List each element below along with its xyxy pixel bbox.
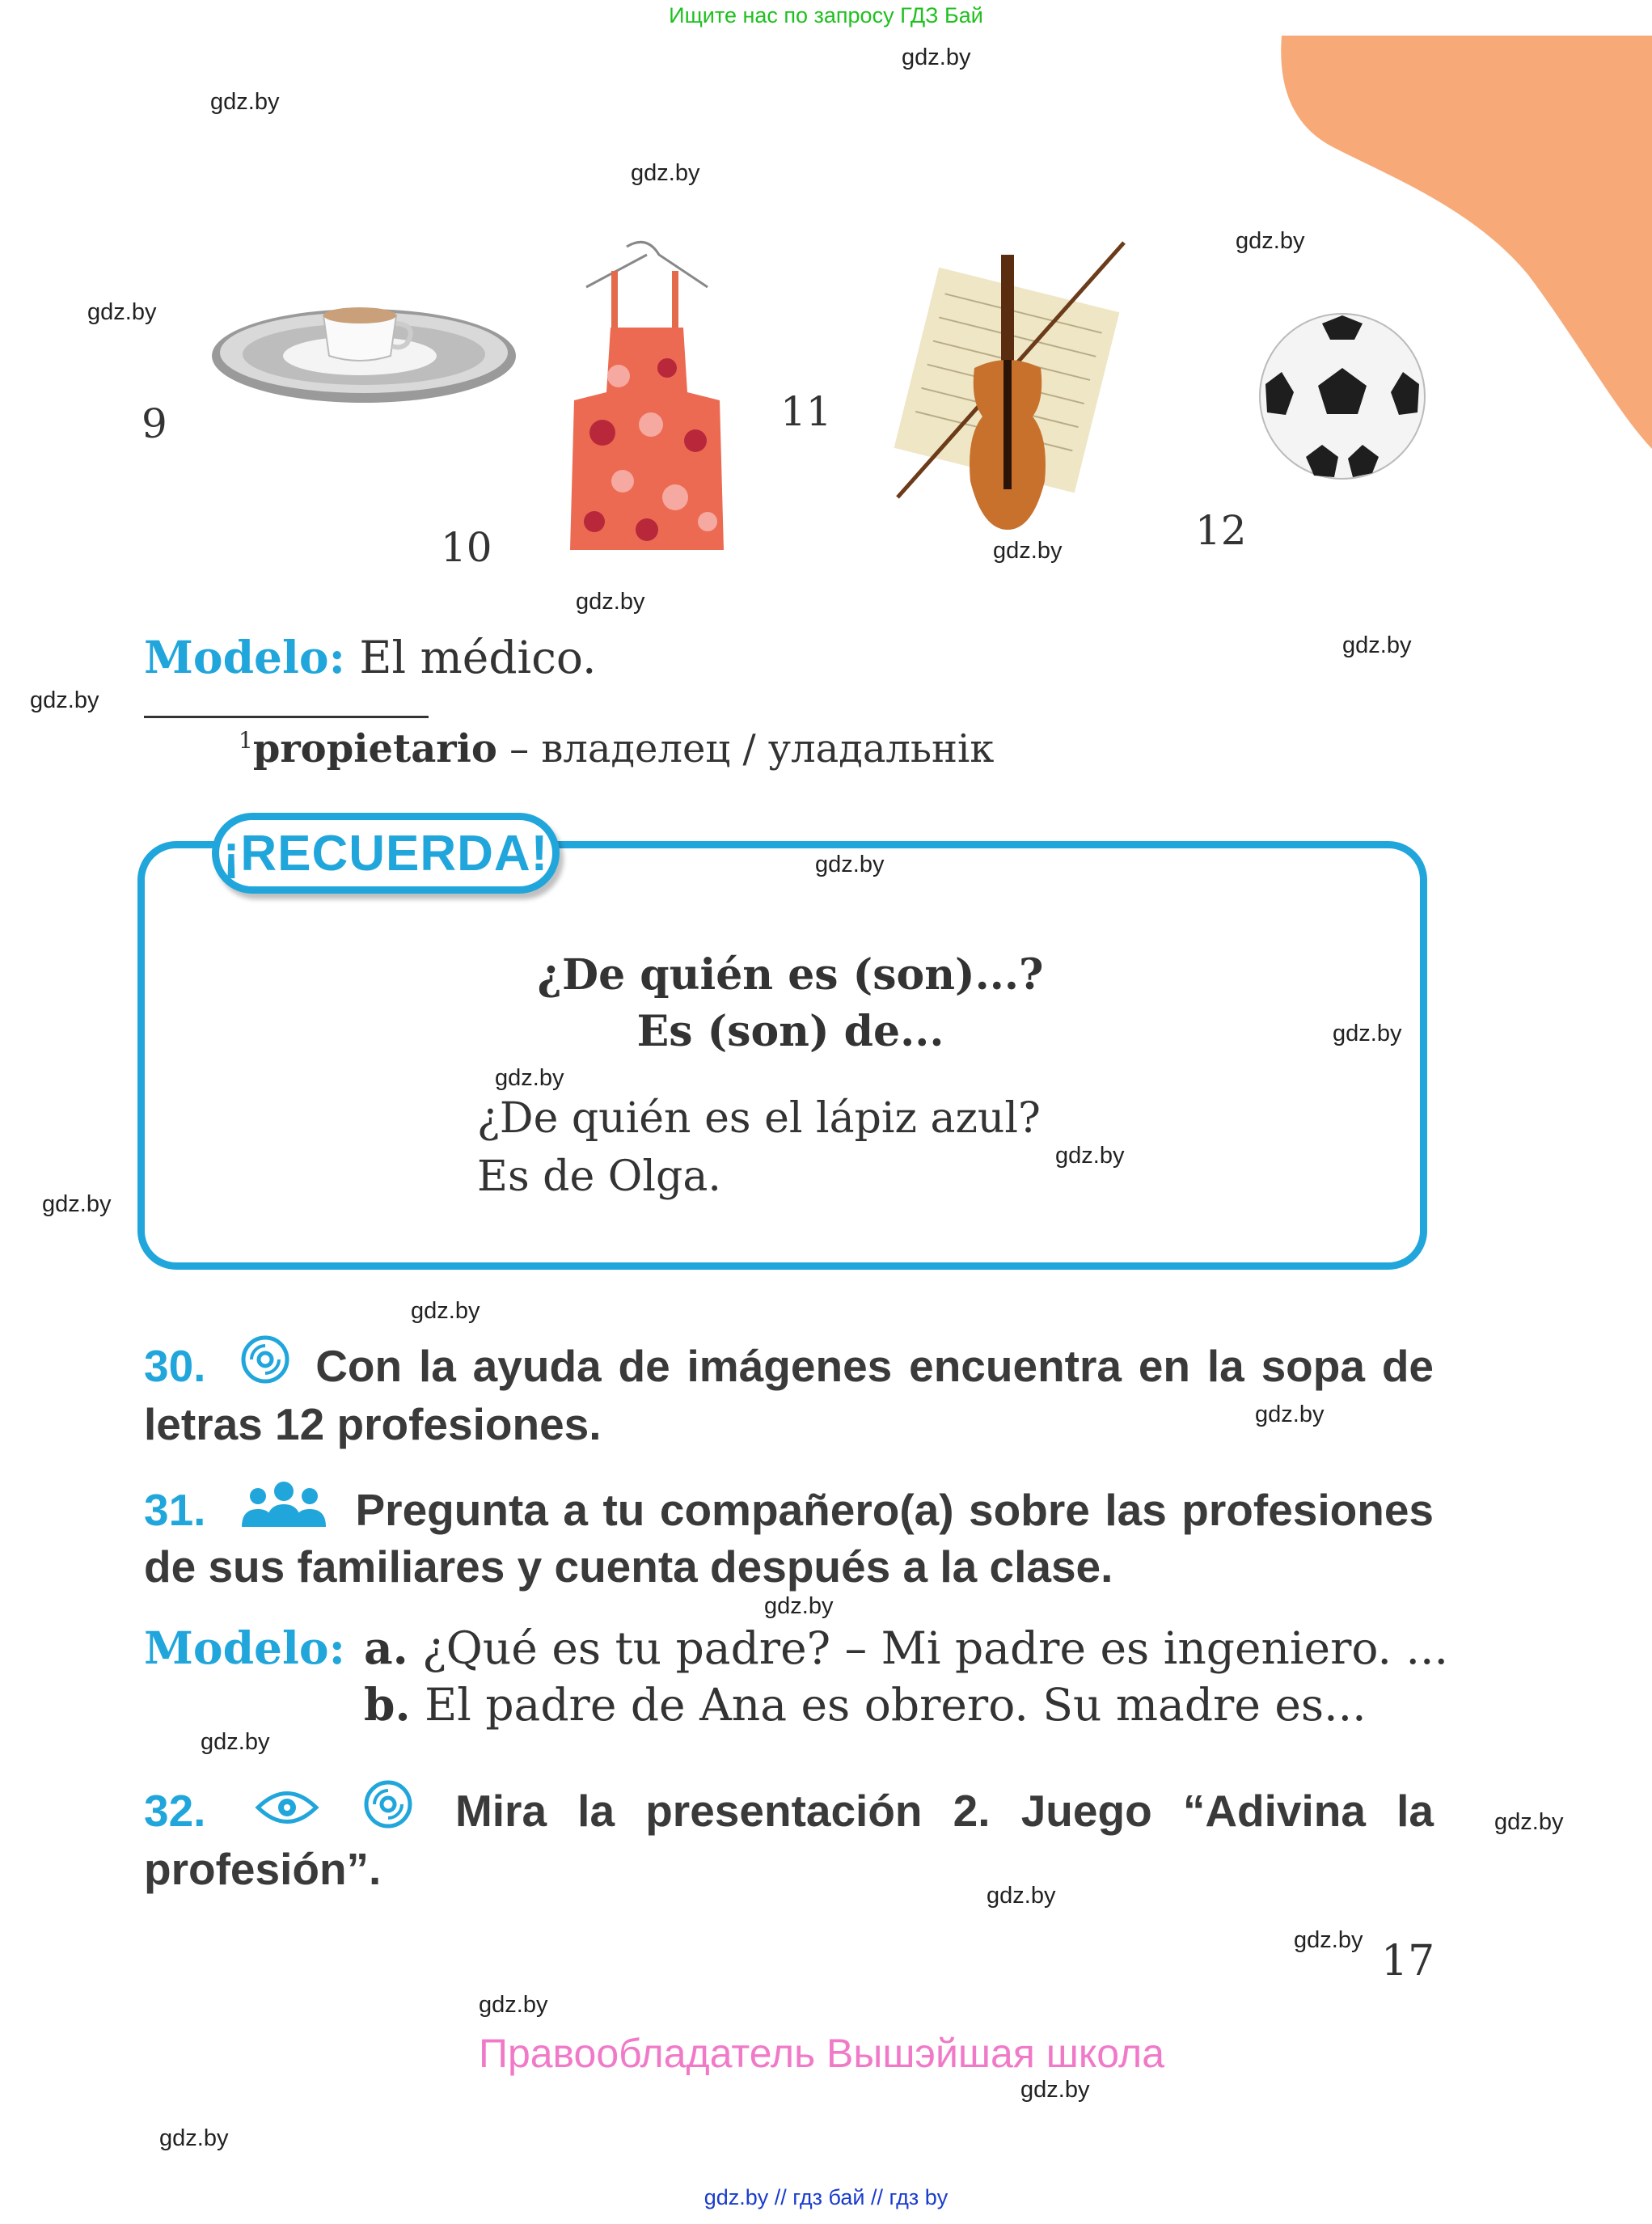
watermark: gdz.by	[1333, 1021, 1402, 1046]
modelo-31-label: Modelo:	[144, 1621, 345, 1674]
modelo-a-text: ¿Qué es tu padre? – Mi padre es ingeniero. ...	[422, 1622, 1448, 1674]
exercise-32	[144, 1779, 1434, 1896]
watermark: gdz.by	[479, 1992, 548, 2018]
watermark: gdz.by	[1255, 1402, 1325, 1427]
modelo-label: Modelo:	[144, 631, 345, 683]
image-number-11: 11	[780, 388, 832, 435]
watermark: gdz.by	[987, 1883, 1056, 1909]
soccer-ball-image	[1257, 311, 1427, 481]
watermark: gdz.by	[411, 1298, 480, 1324]
page-number: 17	[1381, 1937, 1435, 1985]
watermark: gdz.by	[495, 1065, 564, 1091]
group-icon	[239, 1480, 329, 1539]
top-note: Ищите нас по запросу ГДЗ Бай	[669, 3, 983, 27]
footnote-divider	[144, 716, 429, 718]
cd-icon	[240, 1334, 290, 1397]
watermark: gdz.by	[159, 2125, 229, 2151]
modelo-top	[144, 631, 597, 683]
exercise-number: 30.	[144, 1341, 206, 1391]
copyright: Правообладатель Вышэйшая школа	[479, 2031, 1164, 2076]
footnote-marker: 1	[239, 727, 253, 754]
watermark: gdz.by	[764, 1593, 834, 1619]
watermark: gdz.by	[30, 687, 99, 713]
watermark: gdz.by	[1342, 632, 1412, 658]
modelo-31-b	[364, 1678, 1367, 1731]
violin-image	[881, 239, 1148, 534]
watermark: gdz.by	[201, 1729, 270, 1755]
modelo-b-text: El padre de Ana es obrero. Su madre es...	[425, 1679, 1367, 1731]
footer-links[interactable]: gdz.by // гдз бай // гдз by	[703, 2185, 949, 2209]
modelo-31-a	[364, 1621, 1448, 1674]
watermark: gdz.by	[1294, 1927, 1363, 1953]
watermark: gdz.by	[87, 299, 157, 325]
recuerda-example-answer: Es de Olga.	[477, 1152, 721, 1201]
watermark: gdz.by	[576, 589, 645, 615]
footnote	[239, 726, 994, 772]
watermark: gdz.by	[1494, 1809, 1564, 1835]
footnote-translation: – владелец / уладальнік	[496, 726, 995, 772]
modelo-a-marker: a.	[364, 1621, 408, 1674]
recuerda-line2: Es (son) de...	[636, 1007, 944, 1056]
recuerda-example-question: ¿De quién es el lápiz azul?	[477, 1094, 1041, 1143]
watermark: gdz.by	[1020, 2077, 1090, 2103]
exercise-text: Con la ayuda de imágenes encuentra en la sopa de letras 12 profesiones.	[144, 1341, 1434, 1449]
watermark: gdz.by	[210, 89, 280, 115]
watermark: gdz.by	[993, 538, 1063, 564]
exercise-number: 32.	[144, 1786, 206, 1836]
tray-with-cup-image	[206, 275, 522, 412]
image-number-10: 10	[441, 524, 492, 571]
exercise-number: 31.	[144, 1485, 206, 1535]
cd-icon	[363, 1779, 413, 1841]
recuerda-line1: ¿De quién es (son)...?	[537, 950, 1044, 1000]
image-number-12: 12	[1195, 507, 1247, 554]
recuerda-tag: ¡RECUERDA!	[212, 813, 560, 894]
image-number-9: 9	[142, 400, 167, 447]
watermark: gdz.by	[1236, 228, 1305, 254]
watermark: gdz.by	[815, 852, 885, 877]
eye-icon	[255, 1783, 319, 1838]
modelo-b-marker: b.	[364, 1678, 411, 1731]
modelo-text: El médico.	[359, 632, 597, 683]
exercise-text: Pregunta a tu compañero(a) sobre las profesiones de sus familiares y cuenta después a la clase.	[144, 1485, 1434, 1592]
apron-image	[570, 239, 724, 550]
watermark: gdz.by	[1055, 1143, 1125, 1169]
watermark: gdz.by	[631, 160, 700, 186]
exercise-text: Mira la presentación 2. Juego “Adivina la profesión”.	[144, 1786, 1434, 1894]
footnote-term: propietario	[252, 726, 497, 772]
watermark: gdz.by	[902, 44, 971, 70]
exercise-30	[144, 1334, 1434, 1452]
watermark: gdz.by	[42, 1191, 112, 1217]
exercise-31	[144, 1480, 1434, 1594]
